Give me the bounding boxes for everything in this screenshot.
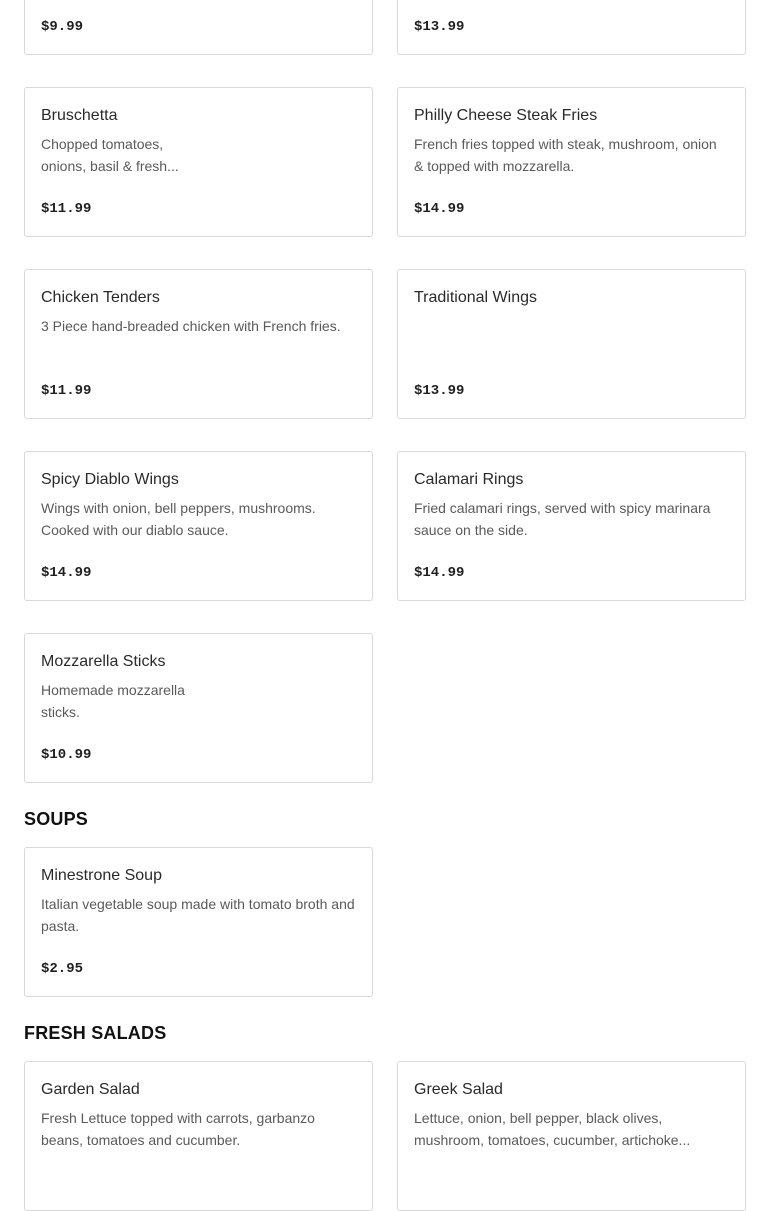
menu-item-card-philly-cheese-steak-fries[interactable] [397,87,746,237]
item-description: 3 Piece hand-breaded chicken with French fries. [41,318,341,334]
item-price: $14.99 [41,565,92,581]
item-price: $14.99 [414,565,465,581]
item-price: $2.95 [41,961,84,977]
menu-item-card-minestrone-soup[interactable] [24,847,373,997]
item-price: $13.99 [414,383,465,399]
item-name: Philly Cheese Steak Fries [414,107,598,124]
item-description: Chopped tomatoes, onions, basil & fresh... [41,136,179,174]
item-name: Chicken Tenders [41,289,160,306]
item-description: Italian vegetable soup made with tomato broth and pasta. [41,896,355,934]
item-description: Wings with onion, bell peppers, mushrooms. Cooked with our diablo sauce. [41,500,316,538]
menu-item-card[interactable] [397,0,746,55]
item-price: $14.99 [414,201,465,217]
item-description: Lettuce, onion, bell pepper, black olives, mushroom, tomatoes, cucumber, artichoke... [414,1110,691,1148]
section-title-fresh-salads: FRESH SALADS [24,1023,167,1043]
item-price: $13.99 [414,19,465,35]
item-name: Bruschetta [41,107,118,124]
menu-item-card-calamari-rings[interactable] [397,451,746,601]
item-name: Traditional Wings [414,289,538,306]
menu-item-card-bruschetta[interactable] [24,87,373,237]
item-name: Mozzarella Sticks [41,653,166,670]
item-description: French fries topped with steak, mushroom, onion & topped with mozzarella. [414,136,717,174]
menu-item-card-mozzarella-sticks[interactable] [24,633,373,783]
item-price: $11.99 [41,201,92,217]
item-description: Homemade mozzarella sticks. [41,682,185,720]
item-name: Garden Salad [41,1081,140,1098]
menu-item-card-chicken-tenders[interactable] [24,269,373,419]
menu-item-card-spicy-diablo-wings[interactable] [24,451,373,601]
menu-item-card-greek-salad[interactable] [397,1061,746,1211]
item-name: Spicy Diablo Wings [41,471,179,488]
menu-item-card-garden-salad[interactable] [24,1061,373,1211]
item-price: $11.99 [41,383,92,399]
item-name: Calamari Rings [414,471,524,488]
item-description: Fried calamari rings, served with spicy marinara sauce on the side. [414,500,711,538]
item-price: $9.99 [41,19,84,35]
section-title-soups: SOUPS [24,809,89,829]
item-price: $10.99 [41,747,92,763]
item-description: Fresh Lettuce topped with carrots, garbanzo beans, tomatoes and cucumber. [41,1110,315,1148]
item-name: Minestrone Soup [41,867,162,884]
menu-item-card[interactable] [24,0,373,55]
item-name: Greek Salad [414,1081,503,1098]
menu-item-card-traditional-wings[interactable] [397,269,746,419]
